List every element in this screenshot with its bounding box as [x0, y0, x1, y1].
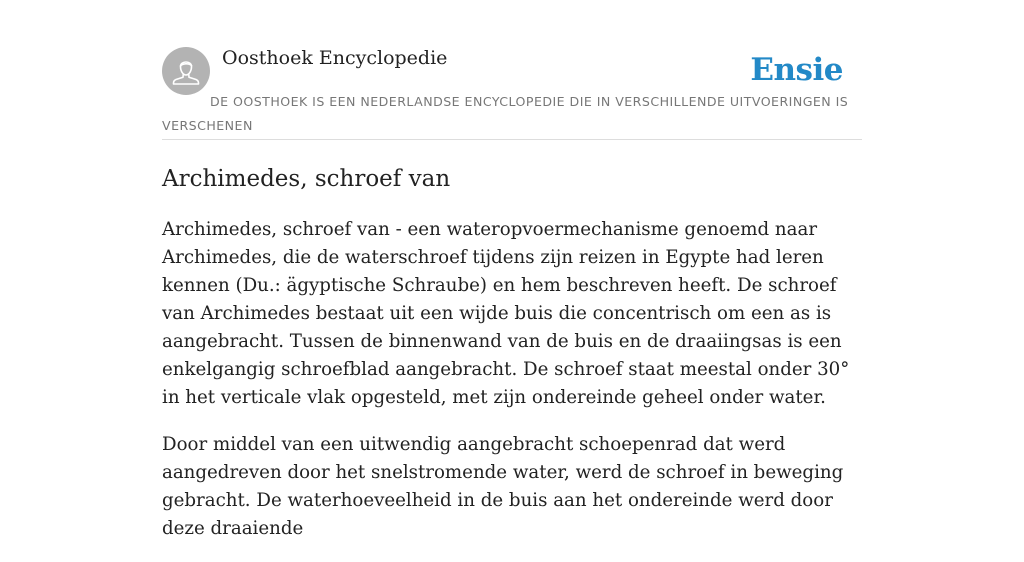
article-body	[162, 216, 862, 562]
site-header	[162, 46, 862, 140]
article-title: Archimedes, schroef van	[162, 166, 451, 192]
article-paragraph: Door middel van een uitwendig aangebracht schoepenrad dat werd aangedreven door het snelstromende water, werd de schroef in beweging gebracht. De waterhoeveelheid in de buis aan het ondereinde werd door deze draaiende	[162, 434, 844, 539]
article-paragraph: Archimedes, schroef van - een wateropvoermechanisme genoemd naar Archimedes, die de waterschroef tijdens zijn reizen in Egypte had leren kennen (Du.: ägyptische Schraube) en hem beschreven heeft. De schroef van Archimedes bestaat uit een wijde buis die concentrisch om een as is aangebracht. Tussen de binnenwand van de buis en de draaiingsas is een enkelgangig schroefblad aangebracht. De schroef staat meestal onder 30° in het verticale vlak opgesteld, met zijn ondereinde geheel onder water.	[162, 219, 850, 408]
avatar-graphic	[162, 47, 210, 95]
ensie-logo[interactable]: Ensie	[750, 52, 843, 88]
site-name[interactable]: Oosthoek Encyclopedie	[222, 47, 448, 69]
user-silhouette-icon[interactable]	[162, 47, 210, 95]
content-container	[162, 46, 862, 539]
site-tagline: DE OOSTHOEK IS EEN NEDERLANDSE ENCYCLOPEDIE DIE IN VERSCHILLENDE UITVOERINGEN IS VERSCHENEN	[162, 94, 849, 133]
